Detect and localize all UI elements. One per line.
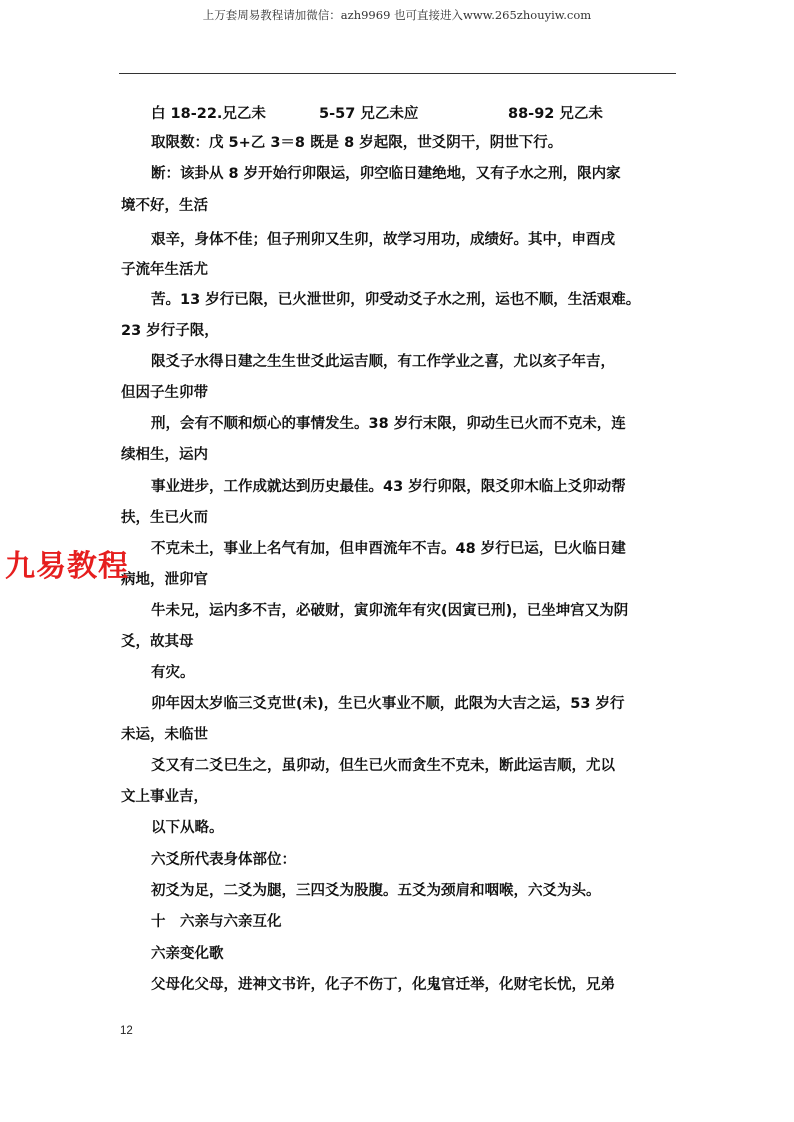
text-line: 刑，会有不顺和烦心的事情发生。38 岁行末限，卯动生已火而不克未，连 xyxy=(151,416,626,432)
age-range-1: 白 18-22.兄乙未 xyxy=(151,106,266,122)
text-line: 牛未兄，运内多不吉，必破财，寅卯流年有灾(因寅已刑)，已坐坤宫又为阴 xyxy=(151,603,629,619)
text-line: 苦。13 岁行已限，已火泄世卯，卯受动爻子水之刑，运也不顺，生活艰难。 xyxy=(151,292,641,308)
text-line: 境不好，生活 xyxy=(121,198,208,214)
text-line: 以下从略。 xyxy=(151,820,224,836)
text-line: 断：该卦从 8 岁开始行卯限运，卯空临日建绝地，又有子水之刑，限内家 xyxy=(151,166,621,182)
text-line: 父母化父母，进神文书许，化子不伤丁，化鬼官迁举，化财宅长忧，兄弟 xyxy=(151,977,615,993)
text-line: 未运，未临世 xyxy=(121,727,208,743)
text-line: 卯年因太岁临三爻克世(未)，生已火事业不顺，此限为大吉之运，53 岁行 xyxy=(151,696,625,712)
page-number: 12 xyxy=(120,1025,133,1037)
text-line: 爻又有二爻巳生之，虽卯动，但生已火而贪生不克未，断此运吉顺，尤以 xyxy=(151,758,615,774)
text-line: 病地，泄卯官 xyxy=(121,572,208,588)
section-heading: 十 六亲与六亲互化 xyxy=(151,914,282,930)
text-line: 子流年生活尤 xyxy=(121,262,208,278)
text-line: 限爻子水得日建之生生世爻此运吉顺，有工作学业之喜，尤以亥子年吉， xyxy=(151,354,615,370)
age-range-3: 88-92 兄乙未 xyxy=(508,106,603,122)
text-line: 23 岁行子限， xyxy=(121,323,219,339)
subsection-heading: 六亲变化歌 xyxy=(151,946,224,962)
text-line: 扶，生已火而 xyxy=(121,510,208,526)
text-line: 爻，故其母 xyxy=(121,634,194,650)
text-line: 艰辛，身体不佳；但子刑卯又生卯，故学习用功，成绩好。其中，申酉戌 xyxy=(151,232,615,248)
text-line: 不克未土，事业上名气有加，但申酉流年不吉。48 岁行巳运，巳火临日建 xyxy=(151,541,626,557)
age-range-2: 5-57 兄乙未应 xyxy=(319,106,419,122)
header-rule xyxy=(119,73,676,74)
text-line: 有灾。 xyxy=(151,665,195,681)
text-line: 续相生，运内 xyxy=(121,447,208,463)
text-line: 事业进步，工作成就达到历史最佳。43 岁行卯限，限爻卯木临上爻卯动帮 xyxy=(151,479,626,495)
watermark-logo: 九易教程 xyxy=(5,549,129,584)
page-header: 上万套周易教程请加微信：azh9969 也可直接进入www.265zhouyiw.com xyxy=(202,8,592,22)
text-line: 取限数：戊 5+乙 3＝8 既是 8 岁起限，世爻阴干，阴世下行。 xyxy=(151,135,563,151)
text-line: 但因子生卯带 xyxy=(121,385,208,401)
text-line: 文上事业吉， xyxy=(121,789,208,805)
text-line: 初爻为足，二爻为腿，三四爻为股腹。五爻为颈肩和咽喉，六爻为头。 xyxy=(151,883,601,899)
text-line: 六爻所代表身体部位： xyxy=(151,852,296,868)
